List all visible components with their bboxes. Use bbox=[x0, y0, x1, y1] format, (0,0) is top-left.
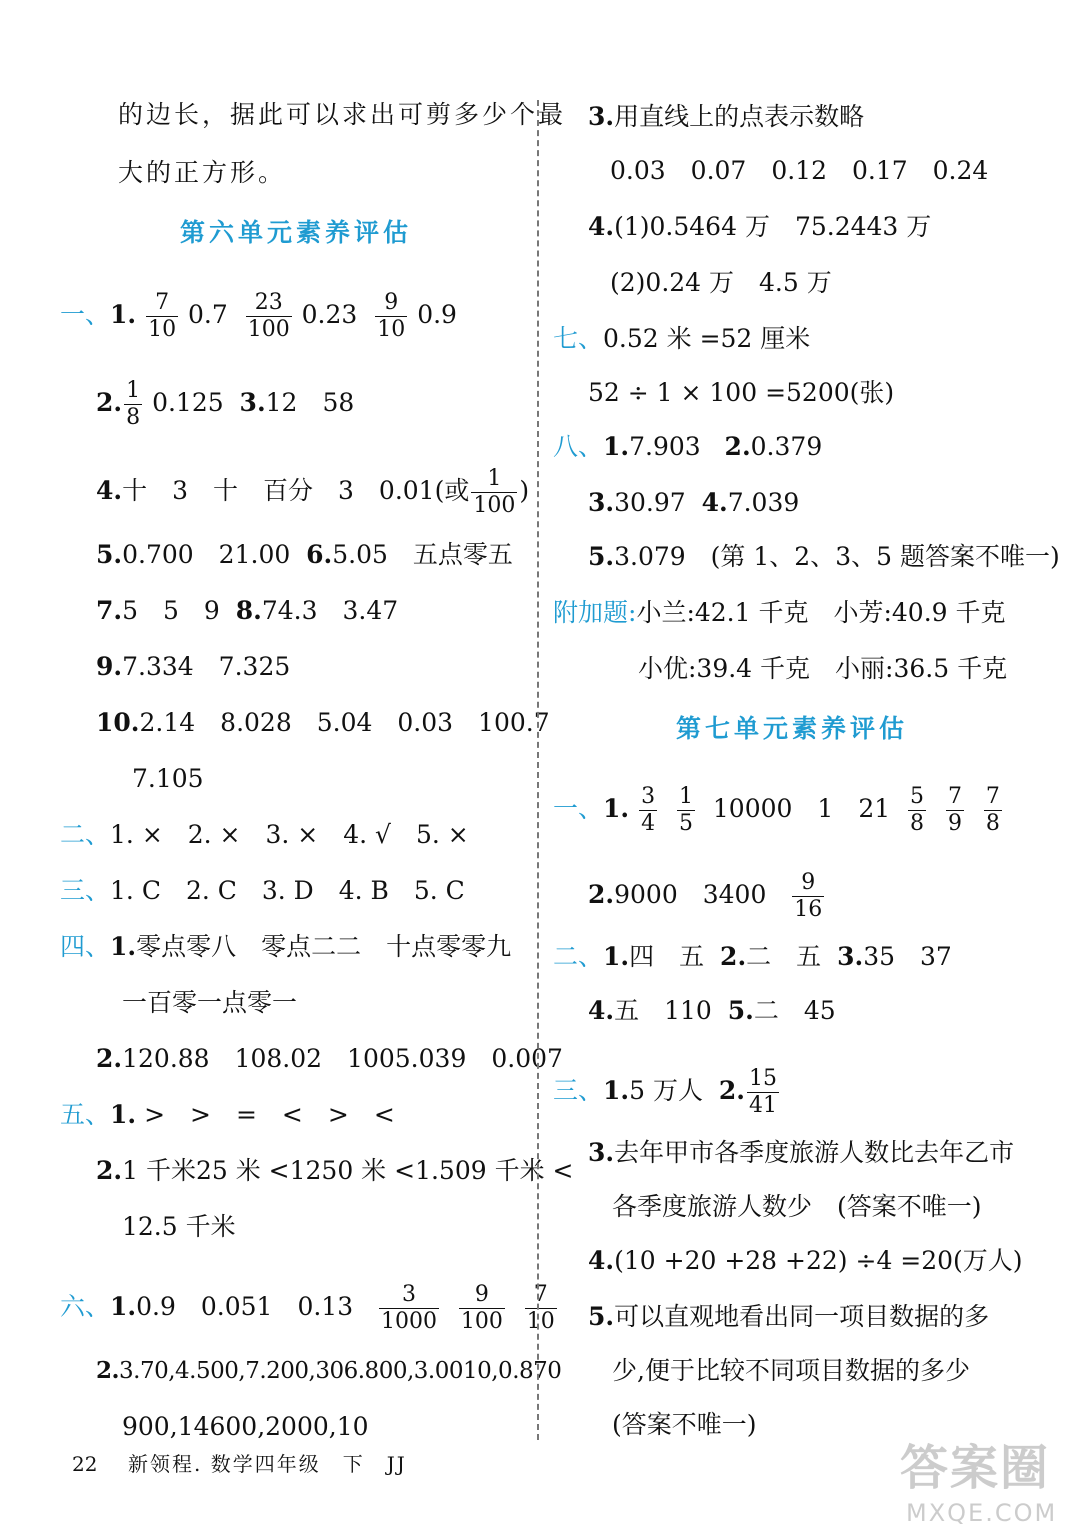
answer-2: 二、1. × 2. × 3. × 4. √ 5. × bbox=[60, 820, 469, 849]
answer-1-10: 10.2.14 8.028 5.04 0.03 100.7 bbox=[96, 708, 550, 737]
answer-4-1-cont: 一百零一点零一 bbox=[122, 988, 298, 1017]
answer-8-5: 5.3.079 (第 1、2、3、5 题答案不唯一) bbox=[588, 542, 1060, 571]
answer-8-3: 3.30.97 4.7.039 bbox=[588, 488, 800, 517]
fraction: $\frac{7}{8}$ bbox=[985, 784, 1000, 836]
column-divider bbox=[537, 100, 539, 1440]
q-label: 一、 bbox=[60, 300, 111, 329]
answer-4-2: 2.120.88 108.02 1005.039 0.007 bbox=[96, 1044, 563, 1073]
answer-6-2-cont: 900,14600,2000,10 bbox=[122, 1412, 369, 1441]
fraction: $\frac{9}{100}$ bbox=[460, 1282, 503, 1334]
fraction: $\frac{9}{10}$ bbox=[377, 290, 406, 342]
fraction: $\frac{1}{100}$ bbox=[473, 466, 516, 518]
answer-1-10-cont: 7.105 bbox=[132, 764, 204, 793]
answer-7-calc: 52 ÷ 1 × 100 =5200(张) bbox=[588, 378, 895, 407]
fraction: $\frac{15}{41}$ bbox=[749, 1066, 777, 1118]
fraction: $\frac{23}{100}$ bbox=[247, 290, 290, 342]
answer-5-2-cont: 12.5 千米 bbox=[122, 1212, 236, 1241]
answer-8-1: 八、1.7.903 2.0.379 bbox=[553, 432, 823, 461]
answer-s7-3-3: 3.去年甲市各季度旅游人数比去年乙市 bbox=[588, 1138, 1015, 1167]
answer-5-2: 2.1 千米25 米 <1250 米 <1.509 千米 < bbox=[96, 1156, 574, 1185]
answer-s7-1-1: 一、1. $\frac{3}{4}$ $\frac{1}{5}$ 10000 1 21 $\frac{5}{8}$ $\frac{7}{9}$ $\frac{7}{8}$ bbox=[553, 784, 1000, 836]
watermark-logo: 答案圈 MXQE.COM bbox=[900, 1440, 1058, 1527]
item-num: 1. bbox=[110, 300, 137, 329]
answer-s7-3-5: 5.可以直观地看出同一项目数据的多 bbox=[588, 1302, 990, 1331]
fraction: $\frac{7}{10}$ bbox=[148, 290, 177, 342]
intro-line-2: 大的正方形。 bbox=[118, 158, 287, 187]
intro-line-1: 的边长，据此可以求出可剪多少个最 bbox=[118, 100, 567, 129]
answer-4-1: 四、1.零点零八 零点二二 十点零零九 bbox=[60, 932, 512, 961]
answer-r4-2: (2)0.24 万 4.5 万 bbox=[610, 268, 832, 297]
answer-s7-3-3-cont: 各季度旅游人数少 (答案不唯一) bbox=[612, 1192, 982, 1221]
answer-s7-2-4: 4.五 110 5.二 45 bbox=[588, 996, 836, 1025]
answer-s7-3-1: 三、1.5 万人 2. $\frac{15}{41}$ bbox=[553, 1066, 777, 1118]
fraction: $\frac{3}{4}$ bbox=[641, 784, 656, 836]
answer-s7-1-2: 2.9000 3400 $\frac{9}{16}$ bbox=[588, 870, 823, 922]
answer-1-5: 5.0.700 21.00 6.5.05 五点零五 bbox=[96, 540, 513, 569]
answer-1-9: 9.7.334 7.325 bbox=[96, 652, 291, 681]
section-title-unit7: 第七单元素养评估 bbox=[676, 714, 909, 743]
fraction: $\frac{7}{10}$ bbox=[526, 1282, 555, 1334]
answer-5-1: 五、1. > > = < > < bbox=[60, 1100, 395, 1129]
fraction: $\frac{1}{8}$ bbox=[126, 378, 141, 430]
answer-extra-cont: 小优:39.4 千克 小丽:36.5 千克 bbox=[638, 654, 1008, 683]
answer-r3: 3.用直线上的点表示数略 bbox=[588, 102, 865, 131]
answer-s7-3-5-cont2: (答案不唯一) bbox=[612, 1410, 757, 1439]
answer-r3-values: 0.03 0.07 0.12 0.17 0.24 bbox=[610, 156, 989, 185]
answer-1-2: 2. $\frac{1}{8}$ 0.125 3.12 58 bbox=[96, 378, 355, 430]
section-title-unit6: 第六单元素养评估 bbox=[180, 218, 413, 247]
answer-6-1: 六、1.0.9 0.051 0.13 $\frac{3}{1000}$ $\frac{9}{100}$ $\frac{7}{10}$ bbox=[60, 1282, 555, 1334]
fraction: $\frac{9}{16}$ bbox=[794, 870, 823, 922]
page-number: 22 bbox=[72, 1452, 98, 1476]
answer-s7-3-5-cont: 少,便于比较不同项目数据的多少 bbox=[612, 1356, 970, 1385]
answer-1-7: 7.5 5 9 8.74.3 3.47 bbox=[96, 596, 399, 625]
book-title: 新领程. 数学四年级 下 JJ bbox=[128, 1452, 407, 1476]
answer-r4: 4.(1)0.5464 万 75.2443 万 bbox=[588, 212, 932, 241]
fraction: $\frac{3}{1000}$ bbox=[380, 1282, 437, 1334]
answer-1-1: 一、1. $\frac{7}{10}$ 0.7 $\frac{23}{100}$ 0.23 $\frac{9}{10}$ 0.9 bbox=[60, 290, 457, 342]
answer-s7-3-4: 4.(10 +20 +28 +22) ÷4 =20(万人) bbox=[588, 1246, 1023, 1275]
answer-6-2: 2.3.70,4.500,7.200,306.800,3.0010,0.870 bbox=[96, 1357, 562, 1384]
answer-extra: 附加题:小兰:42.1 千克 小芳:40.9 千克 bbox=[553, 598, 1006, 627]
answer-s7-2: 二、1.四 五 2.二 五 3.35 37 bbox=[553, 942, 952, 971]
answer-3: 三、1. C 2. C 3. D 4. B 5. C bbox=[60, 876, 465, 905]
fraction: $\frac{5}{8}$ bbox=[910, 784, 925, 836]
answer-7: 七、0.52 米 =52 厘米 bbox=[553, 324, 811, 353]
fraction: $\frac{1}{5}$ bbox=[678, 784, 693, 836]
answer-1-4: 4.十 3 十 百分 3 0.01(或 $\frac{1}{100}$ ) bbox=[96, 466, 530, 518]
fraction: $\frac{7}{9}$ bbox=[947, 784, 962, 836]
